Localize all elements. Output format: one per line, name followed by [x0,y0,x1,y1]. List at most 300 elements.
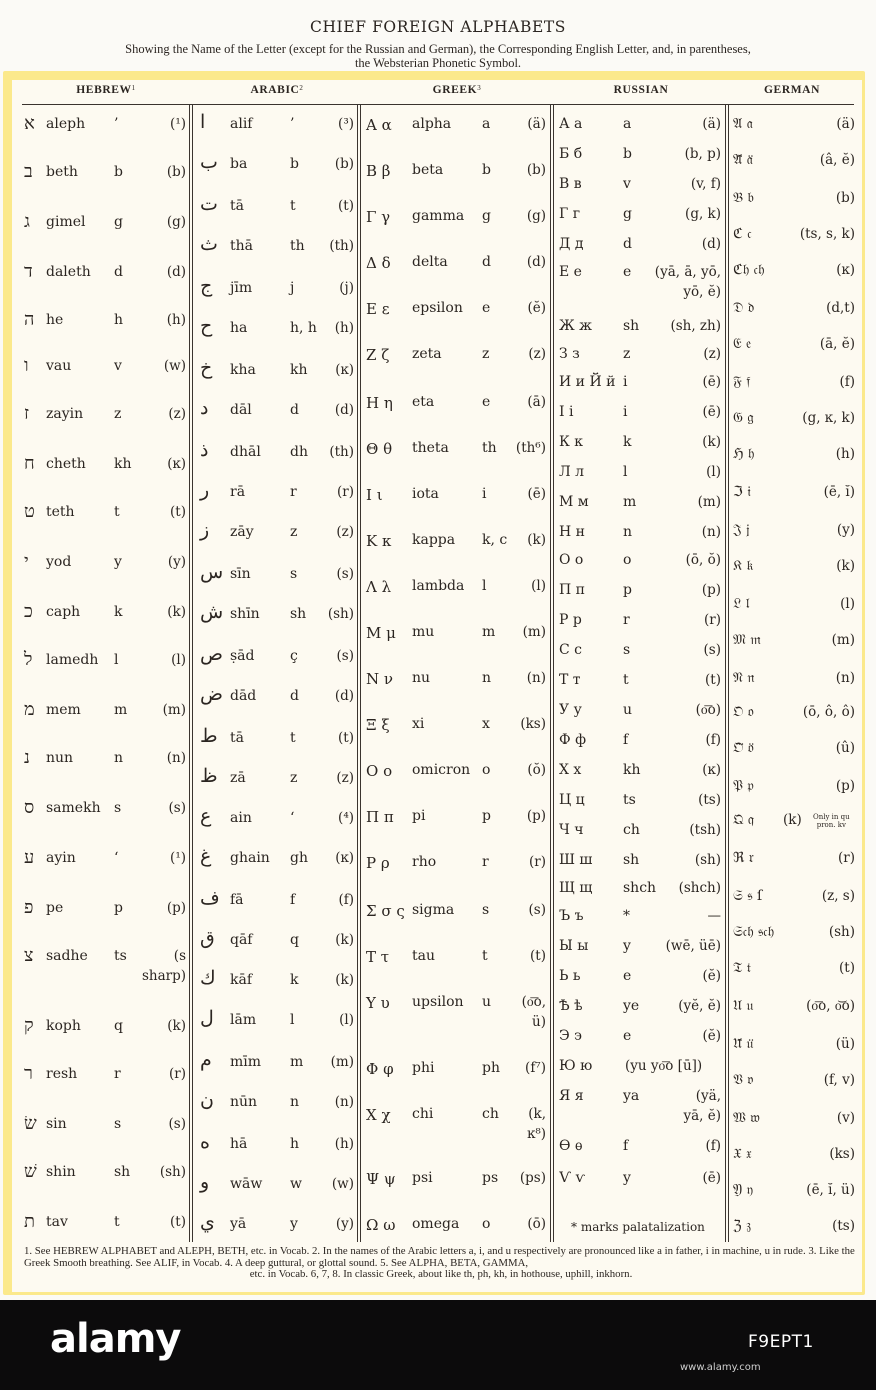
russian-glyph: Р р [559,612,582,628]
arabic-glyph: ظ [200,765,218,787]
greek-letter-row [366,994,548,1030]
phonetic-symbol: (p) [701,582,721,598]
english-letter: d [290,688,299,704]
arabic-glyph: ف [200,887,220,909]
phonetic-symbol: (sh) [694,852,721,868]
hebrew-letter-row [24,601,188,628]
hebrew-letter-row [24,1161,188,1188]
arabic-glyph: م [200,1049,212,1071]
arabic-letter-row [196,315,356,344]
greek-letter-row [366,1060,548,1084]
phonetic-symbol: (r) [704,612,721,628]
hebrew-glyph: ו [24,355,29,376]
english-letter: h [290,1136,300,1152]
russian-glyph: Ф ф [559,732,587,748]
russian-glyph: Г г [559,206,581,222]
letter-name: phi [412,1060,435,1076]
letter-name: sigma [412,902,455,918]
arabic-glyph: ج [200,275,213,297]
phonetic-symbol: (d) [166,264,186,280]
phonetic-symbol: (d) [701,236,721,252]
phonetic-symbol: (w) [163,358,186,374]
russian-letter-row [559,1138,723,1162]
greek-glyph: Γ γ [366,208,391,226]
letter-name: upsilon [412,994,464,1010]
phonetic-symbol: yā, ĕ) [683,1108,721,1124]
english-letter: m [290,1054,304,1070]
phonetic-symbol: (ē) [527,486,546,502]
letter-name: yod [46,554,72,570]
hebrew-letter-row [24,309,188,336]
english-letter: ph [482,1060,500,1076]
phonetic-symbol: (p) [166,900,186,916]
arabic-glyph: و [200,1171,210,1193]
phonetic-symbol: (th) [329,444,354,460]
page-subtitle: Showing the Name of the Letter (except for the Russian and German), the Corresponding English Letter, and, in parentheses, the Websterian Phonetic Symbol. [125,42,751,70]
greek-glyph: Η η [366,394,393,412]
german-letter-row [733,1110,857,1134]
arabic-glyph: خ [200,357,213,379]
phonetic-symbol: (k) [527,532,546,548]
letter-name: daleth [46,264,91,280]
english-letter: th [482,440,497,456]
letter-name: alif [230,116,253,132]
english-letter: g [623,206,632,222]
russian-glyph: Ѣ ѣ [559,998,583,1014]
arabic-glyph: ت [200,193,218,215]
arabic-glyph: ر [200,479,210,501]
greek-letter-row [366,162,548,186]
hebrew-letter-row [24,501,188,528]
hebrew-letter-row [24,403,188,430]
russian-glyph: С с [559,642,583,658]
hebrew-glyph: ע [24,847,35,868]
footnote-line: 1. See HEBREW ALPHABET and ALEPH, BETH, etc. in Vocab. 2. In the names of the Arabic letters a, i, and u respectively are pronounced like a in father, i in machine, u in rude. 3. Like the Greek Smooth breathing. See ALIF, in Vocab. 4. A deep guttural, or glottal sound. 5. See ALPHA, BETA, GAMMA, [24,1245,855,1269]
english-letter: kh [114,456,132,472]
english-letter: r [114,1066,121,1082]
english-letter: sh [290,606,307,622]
letter-name: samekh [46,800,101,816]
phonetic-symbol: (f, v) [823,1072,855,1088]
letter-name: nūn [230,1094,258,1110]
arabic-letter-row [196,479,356,508]
german-glyph: ℭ𝔥 𝔠𝔥 [733,262,765,278]
german-glyph: 𝔇 𝔡 [733,300,755,316]
hebrew-letter-row [24,551,188,578]
hebrew-letter-row [24,1015,188,1042]
arabic-letter-row [196,275,356,304]
letter-name: sīn [230,566,251,582]
letter-name: aleph [46,116,86,132]
header-arabic [194,84,360,96]
russian-letter-row [559,1058,723,1082]
english-letter: sh [114,1164,131,1180]
hebrew-letter-row [24,261,188,288]
phonetic-symbol: (s) [336,648,354,664]
letter-name: koph [46,1018,81,1034]
greek-letter-row [366,116,548,140]
letter-name: jīm [230,280,253,296]
phonetic-symbol: (ts) [698,792,721,808]
greek-letter-row [366,208,548,232]
german-letter-row [733,960,857,984]
letter-name: ayin [46,850,76,866]
letter-name: lambda [412,578,465,594]
phonetic-symbol: (g) [166,214,186,230]
phonetic-symbol: (k) [783,812,802,828]
english-letter: ts [114,948,127,964]
german-glyph: 𝔜 𝔶 [733,1182,754,1198]
phonetic-symbol: (ē) [702,404,721,420]
phonetic-symbol: (b) [166,164,186,180]
hebrew-letter-row [24,1063,188,1090]
phonetic-symbol: (h) [835,446,855,462]
letter-name: alpha [412,116,452,132]
english-letter: ts [623,792,636,808]
arabic-letter-row [196,765,356,794]
phonetic-symbol: (ĕ) [527,300,546,316]
arabic-glyph: ش [200,601,224,623]
arabic-glyph: ذ [200,439,209,461]
phonetic-symbol: (ĕ) [702,968,721,984]
english-letter: r [623,612,630,628]
german-column [733,104,857,1244]
russian-letter-row [559,968,723,992]
phonetic-symbol: (ŏ) [527,762,546,778]
english-letter: g [482,208,491,224]
english-letter: f [623,1138,629,1154]
english-letter: t [290,198,296,214]
hebrew-glyph: מ [24,699,35,720]
phonetic-symbol: (z) [336,524,354,540]
header-greek-note: 3 [477,84,482,92]
phonetic-symbol: (sh) [828,924,855,940]
phonetic-symbol: (shch) [678,880,721,896]
english-letter: ye [623,998,640,1014]
german-glyph: 𝔔 𝔮 [733,812,754,828]
russian-glyph: Ы ы [559,938,589,954]
english-letter: m [114,702,128,718]
phonetic-symbol: (g) [526,208,546,224]
russian-letter-row [559,206,723,230]
letter-name: wāw [230,1176,263,1192]
phonetic-symbol: (ps) [519,1170,546,1186]
phonetic-symbol: (û) [835,740,855,756]
english-letter: z [482,346,490,362]
phonetic-symbol: (ts, s, k) [799,226,855,242]
english-letter: f [623,732,629,748]
english-letter: ch [623,822,640,838]
english-letter: i [482,486,487,502]
phonetic-symbol: (k) [167,604,186,620]
russian-glyph: Ю ю [559,1058,593,1074]
letter-name: vau [46,358,72,374]
phonetic-symbol: (h) [166,312,186,328]
english-letter: b [482,162,491,178]
arabic-glyph: ث [200,233,218,255]
english-letter: t [114,504,120,520]
letter-note-line: pron. kv [816,821,846,829]
english-letter: m [482,624,496,640]
phonetic-symbol: (s) [528,902,546,918]
russian-column [559,104,723,1244]
hebrew-glyph: ק [24,1015,34,1036]
greek-glyph: Ζ ζ [366,346,390,364]
russian-letter-row [559,582,723,606]
letter-name: rho [412,854,437,870]
english-letter: i [623,404,628,420]
arabic-letter-row [196,357,356,386]
hebrew-glyph: ר [24,1063,33,1084]
english-letter: p [114,900,123,916]
hebrew-glyph: ב [24,161,33,182]
letter-name: epsilon [412,300,463,316]
english-letter: p [482,808,491,824]
phonetic-symbol: (z) [336,770,354,786]
arabic-letter-row [196,1007,356,1036]
english-letter: e [482,394,491,410]
phonetic-symbol: (h) [334,320,354,336]
letter-name: pe [46,900,64,916]
phonetic-symbol: (k) [702,434,721,450]
header-hebrew [22,84,190,96]
phonetic-symbol: (o͞o, [521,994,546,1010]
letter-name: lamedh [46,652,99,668]
phonetic-symbol: (ē, ĭ, ü) [806,1182,855,1198]
phonetic-symbol: (m) [162,702,186,718]
arabic-letter-row [196,1211,356,1240]
phonetic-symbol: (v) [836,1110,855,1126]
letter-name: gamma [412,208,465,224]
phonetic-symbol: (y) [836,522,855,538]
german-glyph: 𝔎 𝔨 [733,558,754,574]
greek-letter-row [366,1106,548,1142]
letter-name: mīm [230,1054,262,1070]
letter-name: tav [46,1214,68,1230]
english-letter: ’ [290,116,295,132]
german-glyph: ℌ 𝔥 [733,446,755,462]
russian-letter-row [559,1028,723,1052]
greek-glyph: Ψ ψ [366,1170,396,1188]
letter-name: ha [230,320,248,336]
german-letter-row [733,998,857,1022]
english-letter: sh [623,852,640,868]
german-glyph: 𝔄̈ 𝔞̈ [733,152,753,168]
letter-name: omicron [412,762,471,778]
phonetic-symbol: (f) [705,1138,721,1154]
letter-name: dād [230,688,257,704]
english-letter: m [623,494,637,510]
english-letter: k [114,604,123,620]
arabic-letter-row [196,643,356,672]
phonetic-symbol: (s) [703,642,721,658]
russian-glyph: Ч ч [559,822,584,838]
russian-letter-row [559,938,723,962]
hebrew-glyph: פ [24,897,34,918]
phonetic-symbol: (s) [168,1116,186,1132]
german-letter-row [733,1218,857,1242]
phonetic-symbol: (t) [338,198,354,214]
english-letter: v [623,176,631,192]
russian-glyph: П п [559,582,585,598]
letter-name: ain [230,810,252,826]
phonetic-symbol: (m) [330,1054,354,1070]
hebrew-glyph: כ [24,601,33,622]
phonetic-symbol: (p) [835,778,855,794]
german-letter-row [733,1146,857,1170]
arabic-glyph: ا [200,111,206,133]
german-glyph: 𝔊 𝔤 [733,410,754,426]
greek-glyph: Σ σ ς [366,902,405,920]
arabic-glyph: ه [200,1131,210,1153]
greek-letter-row [366,486,548,510]
letter-name: sin [46,1116,67,1132]
russian-glyph: Т т [559,672,581,688]
english-letter: t [290,730,296,746]
english-letter: s [623,642,631,658]
hebrew-glyph: א [24,113,35,134]
hebrew-glyph: ל [24,649,33,670]
letter-name: ṣād [230,648,255,664]
german-glyph: 𝔍 𝔧 [733,522,750,538]
letter-name: tā [230,730,244,746]
phonetic-symbol: sharp) [141,968,186,984]
phonetic-symbol: (ks) [520,716,546,732]
russian-glyph: В в [559,176,582,192]
english-letter: a [623,116,632,132]
english-letter: h [114,312,124,328]
hebrew-glyph: ח [24,453,35,474]
russian-letter-row [559,672,723,696]
letter-name: chi [412,1106,434,1122]
phonetic-symbol: (⁴) [338,810,354,826]
phonetic-symbol: (ĸ) [335,362,354,378]
russian-glyph: Ж ж [559,318,593,334]
russian-letter-row [559,1088,723,1124]
russian-glyph: Ц ц [559,792,585,808]
greek-glyph: Ν ν [366,670,394,688]
phonetic-symbol: (sh, zh) [670,318,721,334]
arabic-column [196,104,356,1244]
phonetic-symbol: (ä) [527,116,546,132]
german-glyph: 𝔖𝔠𝔥 𝔰𝔠𝔥 [733,924,775,940]
phonetic-symbol: (s [173,948,186,964]
greek-glyph: Ι ι [366,486,383,504]
english-letter: w [290,1176,302,1192]
hebrew-glyph: ז [24,403,30,424]
russian-letter-row [559,998,723,1022]
russian-letter-row [559,146,723,170]
palatalization-note: * marks palatalization [571,1220,705,1234]
phonetic-symbol: (b) [835,190,855,206]
letter-name: beth [46,164,78,180]
phonetic-symbol: (p) [526,808,546,824]
english-letter: y [623,938,631,954]
english-letter: d [482,254,491,270]
english-letter: b [290,156,299,172]
english-letter: x [482,716,490,732]
hebrew-letter-row [24,847,188,874]
greek-glyph: Χ χ [366,1106,391,1124]
phonetic-symbol: (yā, ā, yō, [654,264,721,280]
phonetic-symbol: (s) [168,800,186,816]
english-letter: r [290,484,297,500]
arabic-glyph: ق [200,927,215,949]
english-letter: r [482,854,489,870]
letter-name: cheth [46,456,86,472]
letter-name: gimel [46,214,86,230]
english-letter: d [623,236,632,252]
russian-glyph: К к [559,434,584,450]
greek-letter-row [366,578,548,602]
russian-letter-row [559,822,723,846]
greek-glyph: Ε ε [366,300,390,318]
arabic-letter-row [196,967,356,996]
english-letter: s [114,800,122,816]
letter-name: caph [46,604,81,620]
english-letter: z [114,406,122,422]
arabic-glyph: ط [200,725,218,747]
english-letter: n [482,670,492,686]
letter-name: kha [230,362,256,378]
phonetic-symbol: (n) [526,670,546,686]
german-glyph: 𝔛 𝔵 [733,1146,752,1162]
letter-name: zeta [412,346,442,362]
german-letter-row [733,596,857,620]
letter-name: ba [230,156,248,172]
russian-glyph: Л л [559,464,585,480]
german-glyph: 𝔖 𝔰 ſ [733,888,763,904]
german-letter-row [733,410,857,434]
header-russian: RUSSIAN [613,84,669,96]
russian-letter-row [559,612,723,636]
phonetic-symbol: (r) [529,854,546,870]
english-letter: ps [482,1170,499,1186]
english-letter: d [290,402,299,418]
german-glyph: ℜ 𝔯 [733,850,754,866]
phonetic-symbol: (yĕ, ĕ) [678,998,721,1014]
hebrew-glyph: ה [24,309,35,330]
english-letter: l [114,652,119,668]
english-letter: sh [623,318,640,334]
greek-letter-row [366,762,548,786]
english-letter: dh [290,444,308,460]
phonetic-symbol: (j) [339,280,354,296]
hebrew-letter-row [24,113,188,140]
letter-name: resh [46,1066,78,1082]
footnote-line: etc. in Vocab. 6, 7, 8. In classic Greek, about like th, ph, kh, in hothouse, uphill, inkhorn. [249,1268,633,1280]
english-letter: ya [623,1088,640,1104]
german-letter-row [733,116,857,140]
phonetic-symbol: (n) [701,524,721,540]
phonetic-symbol: (l) [706,464,721,480]
russian-glyph: Б б [559,146,583,162]
greek-letter-row [366,808,548,832]
phonetic-symbol: (ē, ĭ) [823,484,855,500]
phonetic-symbol: (l) [531,578,546,594]
greek-glyph: Ο ο [366,762,393,780]
english-letter: t [623,672,629,688]
english-letter: s [290,566,298,582]
russian-letter-row [559,176,723,200]
hebrew-letter-row [24,747,188,774]
russian-letter-row [559,116,723,140]
german-glyph: 𝔗 𝔱 [733,960,752,976]
english-letter: kh [623,762,641,778]
phonetic-symbol: (ĸ) [335,850,354,866]
phonetic-symbol: (d) [334,688,354,704]
column-divider [550,104,554,1242]
